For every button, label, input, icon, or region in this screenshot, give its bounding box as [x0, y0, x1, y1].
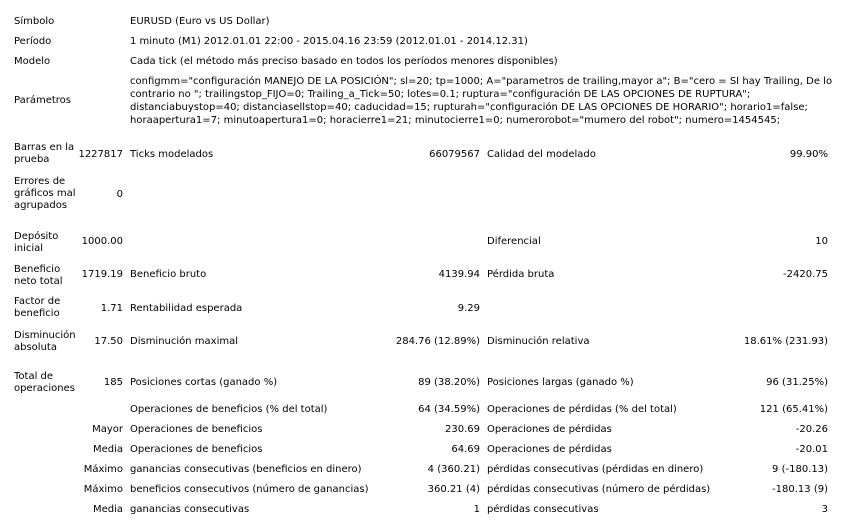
calidad-value: 99.90%: [789, 149, 828, 160]
diferencial-value: 10: [815, 236, 828, 247]
disminucion-max-label: Disminución maximal: [130, 336, 239, 347]
row-right-value: -20.01: [795, 444, 828, 455]
rentabilidad-value: 9.29: [457, 303, 480, 314]
periodo-value: 1 minuto (M1) 2012.01.01 22:00 - 2015.04.16 23:59 (2012.01.01 - 2014.12.31): [130, 36, 528, 47]
row-right-value: -20.26: [795, 424, 828, 435]
row-left-label: Operaciones de beneficios: [130, 424, 263, 435]
total-ops-label: Total de operaciones: [14, 371, 75, 394]
diferencial-label: Diferencial: [487, 236, 541, 247]
perdida-bruta-label: Pérdida bruta: [487, 269, 555, 280]
errores-value: 0: [116, 189, 123, 200]
row-left-value: 64.69: [451, 444, 480, 455]
row-right-label: Operaciones de pérdidas: [487, 444, 612, 455]
simbolo-label: Símbolo: [14, 16, 55, 27]
barras-label: Barras en la prueba: [14, 142, 75, 165]
cortas-label: Posiciones cortas (ganado %): [130, 377, 278, 388]
row-prefix: Mayor: [92, 424, 123, 435]
parametros-line-3: distanciabuystop=40; distanciasellstop=40; caducidad=15; rupturah="configuración DE LAS OPCIONES DE HORARIO"; horario1=false;: [130, 102, 808, 113]
row-right-value: 9 (-180.13): [772, 464, 828, 475]
row-right-label: Operaciones de pérdidas (% del total): [487, 404, 677, 415]
barras-value: 1227817: [78, 149, 123, 160]
row-left-label: beneficios consecutivos (número de ganancias): [130, 484, 369, 495]
row-right-value: 121 (65.41%): [759, 404, 828, 415]
deposito-value: 1000.00: [81, 236, 123, 247]
disminucion-rel-value: 18.61% (231.93): [743, 336, 828, 347]
parametros-line-1: configmm="configuración MANEJO DE LA POSICIÓN"; sl=20; tp=1000; A="parametros de trailing,mayor a"; B="cero = SI hay Trailing, De lo: [130, 76, 833, 87]
row-left-label: ganancias consecutivas (beneficios en dinero): [130, 464, 362, 475]
beneficio-bruto-value: 4139.94: [438, 269, 480, 280]
modelo-label: Modelo: [14, 56, 51, 67]
disminucion-abs-label: Disminución absoluta: [14, 330, 76, 353]
ticks-value: 66079567: [429, 149, 480, 160]
deposito-label: Depósito inicial: [14, 231, 59, 254]
row-prefix: Media: [92, 444, 123, 455]
beneficio-bruto-label: Beneficio bruto: [130, 269, 207, 280]
total-ops-value: 185: [103, 377, 123, 388]
parametros-line-4: horaapertura1=7; minutoapertura1=0; horacierre1=21; minutocierre1=0; numerorobot="mumero del robot"; numero=1454545;: [130, 115, 781, 126]
row-right-label: pérdidas consecutivas (número de pérdidas): [487, 484, 711, 495]
row-left-value: 230.69: [445, 424, 480, 435]
row-right-value: -180.13 (9): [772, 484, 828, 495]
parametros-line-2: contrario no "; trailingstop_FIJO=0; Trailing_a_Tick=50; lotes=0.1; ruptura="configuración DE LAS OPCIONES DE RUPTURA";: [130, 89, 751, 100]
row-prefix: Máximo: [83, 464, 123, 475]
periodo-label: Período: [14, 36, 52, 47]
calidad-label: Calidad del modelado: [487, 149, 596, 160]
row-left-value: 64 (34.59%): [418, 404, 480, 415]
row-prefix: Media: [92, 504, 123, 515]
row-left-label: Operaciones de beneficios (% del total): [130, 404, 328, 415]
parametros-label: Parámetros: [14, 95, 71, 106]
beneficio-neto-value: 1719.19: [81, 269, 123, 280]
row-left-label: Operaciones de beneficios: [130, 444, 263, 455]
cortas-value: 89 (38.20%): [418, 377, 480, 388]
row-right-label: pérdidas consecutivas (pérdidas en dinero): [487, 464, 704, 475]
errores-label: Errores de gráficos mal agrupados: [14, 176, 76, 211]
factor-label: Factor de beneficio: [14, 296, 61, 319]
beneficio-neto-label: Beneficio neto total: [14, 264, 63, 287]
disminucion-max-value: 284.76 (12.89%): [395, 336, 480, 347]
largas-label: Posiciones largas (ganado %): [487, 377, 634, 388]
row-prefix: Máximo: [83, 484, 123, 495]
modelo-value: Cada tick (el método más preciso basado en todos los períodos menores disponibles): [130, 56, 558, 67]
row-left-value: 4 (360.21): [427, 464, 480, 475]
row-left-value: 1: [473, 504, 480, 515]
factor-value: 1.71: [100, 303, 123, 314]
simbolo-value: EURUSD (Euro vs US Dollar): [130, 16, 270, 27]
row-left-value: 360.21 (4): [427, 484, 480, 495]
perdida-bruta-value: -2420.75: [783, 269, 828, 280]
rentabilidad-label: Rentabilidad esperada: [130, 303, 243, 314]
row-right-label: pérdidas consecutivas: [487, 504, 599, 515]
row-right-value: 3: [821, 504, 828, 515]
disminucion-abs-value: 17.50: [94, 336, 123, 347]
disminucion-rel-label: Disminución relativa: [487, 336, 590, 347]
row-right-label: Operaciones de pérdidas: [487, 424, 612, 435]
ticks-label: Ticks modelados: [130, 149, 214, 160]
largas-value: 96 (31.25%): [766, 377, 828, 388]
row-left-label: ganancias consecutivas: [130, 504, 250, 515]
